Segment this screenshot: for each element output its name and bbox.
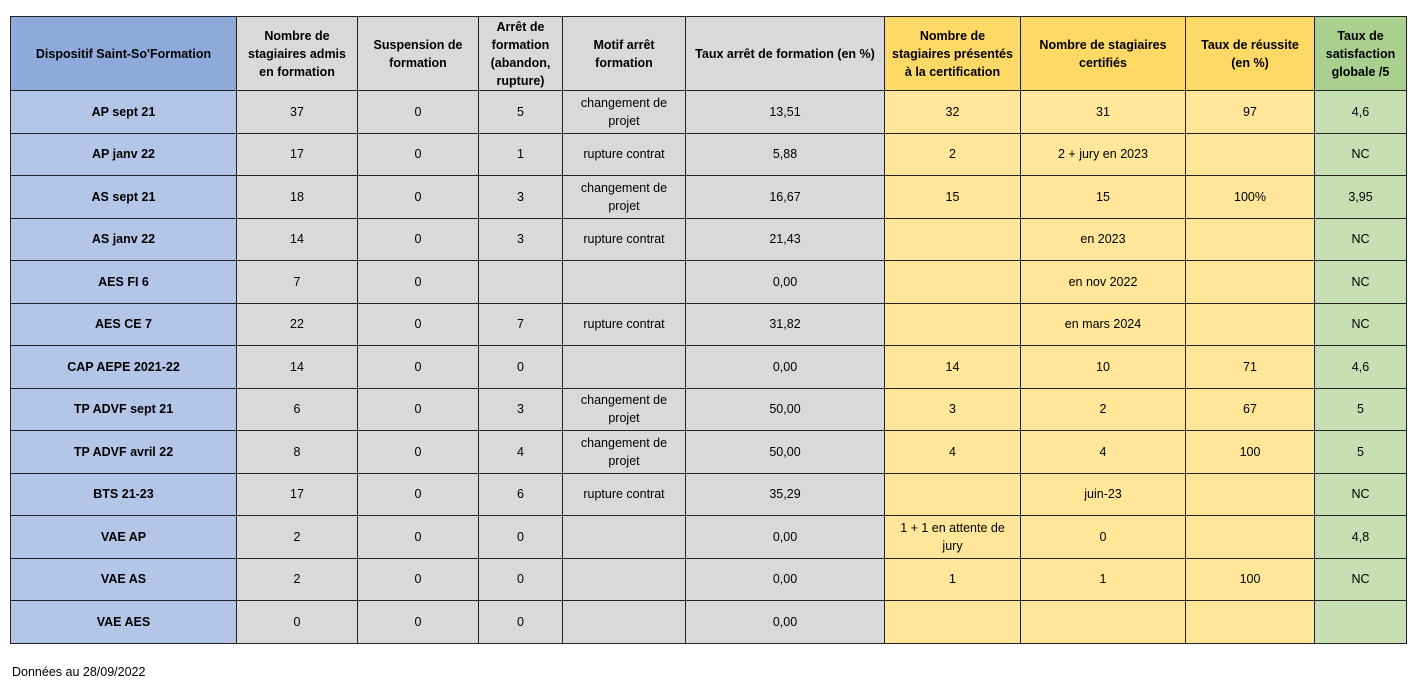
- cell-satisfaction: 3,95: [1315, 176, 1407, 219]
- cell-taux-arret: 13,51: [686, 91, 885, 134]
- cell-reussite: 100%: [1186, 176, 1315, 219]
- cell-dispositif: AS sept 21: [11, 176, 237, 219]
- header-row: [11, 17, 1407, 91]
- table-row: [11, 91, 1407, 134]
- cell-satisfaction: 5: [1315, 388, 1407, 431]
- table-row: [11, 601, 1407, 644]
- cell-presentes: 2: [885, 133, 1021, 176]
- cell-motif: [563, 261, 686, 304]
- cell-taux-arret: 0,00: [686, 516, 885, 559]
- cell-admis: 14: [237, 218, 358, 261]
- cell-presentes: 4: [885, 431, 1021, 474]
- header-satisfaction: Taux de satisfaction globale /5: [1315, 17, 1407, 91]
- table-row: [11, 346, 1407, 389]
- header-reussite: Taux de réussite (en %): [1186, 17, 1315, 91]
- cell-reussite: 67: [1186, 388, 1315, 431]
- cell-arret: 0: [479, 516, 563, 559]
- header-taux-arret: Taux arrêt de formation (en %): [686, 17, 885, 91]
- cell-presentes: [885, 303, 1021, 346]
- cell-suspension: 0: [358, 133, 479, 176]
- cell-motif: rupture contrat: [563, 133, 686, 176]
- cell-motif: rupture contrat: [563, 473, 686, 516]
- cell-suspension: 0: [358, 473, 479, 516]
- cell-certifies: [1021, 601, 1186, 644]
- cell-taux-arret: 0,00: [686, 261, 885, 304]
- cell-dispositif: BTS 21-23: [11, 473, 237, 516]
- cell-arret: 5: [479, 91, 563, 134]
- table-row: [11, 303, 1407, 346]
- cell-satisfaction: NC: [1315, 303, 1407, 346]
- cell-suspension: 0: [358, 601, 479, 644]
- cell-reussite: 100: [1186, 558, 1315, 601]
- cell-suspension: 0: [358, 558, 479, 601]
- cell-certifies: 15: [1021, 176, 1186, 219]
- cell-certifies: 2 + jury en 2023: [1021, 133, 1186, 176]
- table-row: [11, 388, 1407, 431]
- cell-suspension: 0: [358, 346, 479, 389]
- results-table: [10, 16, 1407, 644]
- cell-presentes: [885, 218, 1021, 261]
- cell-dispositif: TP ADVF avril 22: [11, 431, 237, 474]
- cell-motif: rupture contrat: [563, 303, 686, 346]
- header-certifies: Nombre de stagiaires certifiés: [1021, 17, 1186, 91]
- cell-suspension: 0: [358, 91, 479, 134]
- cell-admis: 17: [237, 473, 358, 516]
- cell-presentes: 32: [885, 91, 1021, 134]
- cell-certifies: en nov 2022: [1021, 261, 1186, 304]
- cell-certifies: en mars 2024: [1021, 303, 1186, 346]
- cell-motif: changement de projet: [563, 91, 686, 134]
- cell-suspension: 0: [358, 176, 479, 219]
- cell-suspension: 0: [358, 516, 479, 559]
- header-motif: Motif arrêt formation: [563, 17, 686, 91]
- cell-motif: [563, 601, 686, 644]
- cell-satisfaction: NC: [1315, 558, 1407, 601]
- header-admis: Nombre de stagiaires admis en formation: [237, 17, 358, 91]
- cell-dispositif: AS janv 22: [11, 218, 237, 261]
- cell-suspension: 0: [358, 261, 479, 304]
- cell-admis: 2: [237, 516, 358, 559]
- cell-admis: 8: [237, 431, 358, 474]
- cell-taux-arret: 0,00: [686, 346, 885, 389]
- cell-satisfaction: NC: [1315, 218, 1407, 261]
- cell-suspension: 0: [358, 388, 479, 431]
- table-row: [11, 261, 1407, 304]
- cell-arret: 3: [479, 176, 563, 219]
- cell-arret: 3: [479, 218, 563, 261]
- cell-presentes: 1 + 1 en attente de jury: [885, 516, 1021, 559]
- cell-dispositif: AP sept 21: [11, 91, 237, 134]
- cell-motif: [563, 516, 686, 559]
- cell-presentes: [885, 261, 1021, 304]
- cell-taux-arret: 0,00: [686, 558, 885, 601]
- table-row: [11, 431, 1407, 474]
- cell-taux-arret: 50,00: [686, 431, 885, 474]
- cell-reussite: [1186, 303, 1315, 346]
- cell-certifies: 4: [1021, 431, 1186, 474]
- cell-admis: 18: [237, 176, 358, 219]
- cell-reussite: [1186, 601, 1315, 644]
- cell-satisfaction: 4,6: [1315, 346, 1407, 389]
- cell-arret: 6: [479, 473, 563, 516]
- cell-arret: 4: [479, 431, 563, 474]
- cell-arret: 0: [479, 601, 563, 644]
- table-row: [11, 218, 1407, 261]
- cell-satisfaction: NC: [1315, 473, 1407, 516]
- table-row: [11, 133, 1407, 176]
- cell-admis: 0: [237, 601, 358, 644]
- cell-certifies: 10: [1021, 346, 1186, 389]
- cell-arret: 3: [479, 388, 563, 431]
- cell-admis: 6: [237, 388, 358, 431]
- cell-dispositif: VAE AP: [11, 516, 237, 559]
- cell-suspension: 0: [358, 218, 479, 261]
- cell-motif: changement de projet: [563, 431, 686, 474]
- cell-reussite: [1186, 261, 1315, 304]
- cell-motif: rupture contrat: [563, 218, 686, 261]
- cell-taux-arret: 50,00: [686, 388, 885, 431]
- table-body: [11, 91, 1407, 644]
- cell-dispositif: VAE AES: [11, 601, 237, 644]
- header-arret: Arrêt de formation (abandon, rupture): [479, 17, 563, 91]
- cell-taux-arret: 21,43: [686, 218, 885, 261]
- cell-certifies: juin-23: [1021, 473, 1186, 516]
- cell-satisfaction: 4,6: [1315, 91, 1407, 134]
- cell-certifies: 31: [1021, 91, 1186, 134]
- cell-suspension: 0: [358, 303, 479, 346]
- cell-certifies: en 2023: [1021, 218, 1186, 261]
- cell-dispositif: VAE AS: [11, 558, 237, 601]
- table-row: [11, 558, 1407, 601]
- cell-motif: [563, 346, 686, 389]
- cell-certifies: 1: [1021, 558, 1186, 601]
- cell-arret: 0: [479, 346, 563, 389]
- cell-arret: 0: [479, 558, 563, 601]
- cell-certifies: 2: [1021, 388, 1186, 431]
- cell-reussite: 100: [1186, 431, 1315, 474]
- cell-dispositif: AP janv 22: [11, 133, 237, 176]
- cell-satisfaction: NC: [1315, 261, 1407, 304]
- cell-arret: [479, 261, 563, 304]
- cell-admis: 17: [237, 133, 358, 176]
- cell-presentes: 1: [885, 558, 1021, 601]
- cell-presentes: [885, 473, 1021, 516]
- header-presentes: Nombre de stagiaires présentés à la certification: [885, 17, 1021, 91]
- cell-motif: changement de projet: [563, 176, 686, 219]
- cell-taux-arret: 35,29: [686, 473, 885, 516]
- cell-suspension: 0: [358, 431, 479, 474]
- cell-reussite: [1186, 133, 1315, 176]
- cell-dispositif: AES CE 7: [11, 303, 237, 346]
- cell-admis: 37: [237, 91, 358, 134]
- table-row: [11, 473, 1407, 516]
- cell-presentes: 14: [885, 346, 1021, 389]
- cell-satisfaction: [1315, 601, 1407, 644]
- cell-reussite: [1186, 473, 1315, 516]
- cell-satisfaction: NC: [1315, 133, 1407, 176]
- cell-admis: 22: [237, 303, 358, 346]
- cell-taux-arret: 0,00: [686, 601, 885, 644]
- cell-presentes: [885, 601, 1021, 644]
- cell-arret: 7: [479, 303, 563, 346]
- cell-satisfaction: 4,8: [1315, 516, 1407, 559]
- cell-certifies: 0: [1021, 516, 1186, 559]
- table-row: [11, 176, 1407, 219]
- cell-motif: changement de projet: [563, 388, 686, 431]
- data-date-note: Données au 28/09/2022: [12, 665, 146, 679]
- header-suspension: Suspension de formation: [358, 17, 479, 91]
- cell-admis: 7: [237, 261, 358, 304]
- cell-reussite: [1186, 516, 1315, 559]
- cell-reussite: [1186, 218, 1315, 261]
- cell-presentes: 15: [885, 176, 1021, 219]
- cell-taux-arret: 31,82: [686, 303, 885, 346]
- cell-taux-arret: 16,67: [686, 176, 885, 219]
- cell-dispositif: CAP AEPE 2021-22: [11, 346, 237, 389]
- cell-taux-arret: 5,88: [686, 133, 885, 176]
- cell-arret: 1: [479, 133, 563, 176]
- table-row: [11, 516, 1407, 559]
- header-dispositif: Dispositif Saint-So'Formation: [11, 17, 237, 91]
- cell-reussite: 71: [1186, 346, 1315, 389]
- cell-admis: 2: [237, 558, 358, 601]
- cell-admis: 14: [237, 346, 358, 389]
- cell-reussite: 97: [1186, 91, 1315, 134]
- cell-satisfaction: 5: [1315, 431, 1407, 474]
- cell-dispositif: AES FI 6: [11, 261, 237, 304]
- cell-motif: [563, 558, 686, 601]
- cell-presentes: 3: [885, 388, 1021, 431]
- cell-dispositif: TP ADVF sept 21: [11, 388, 237, 431]
